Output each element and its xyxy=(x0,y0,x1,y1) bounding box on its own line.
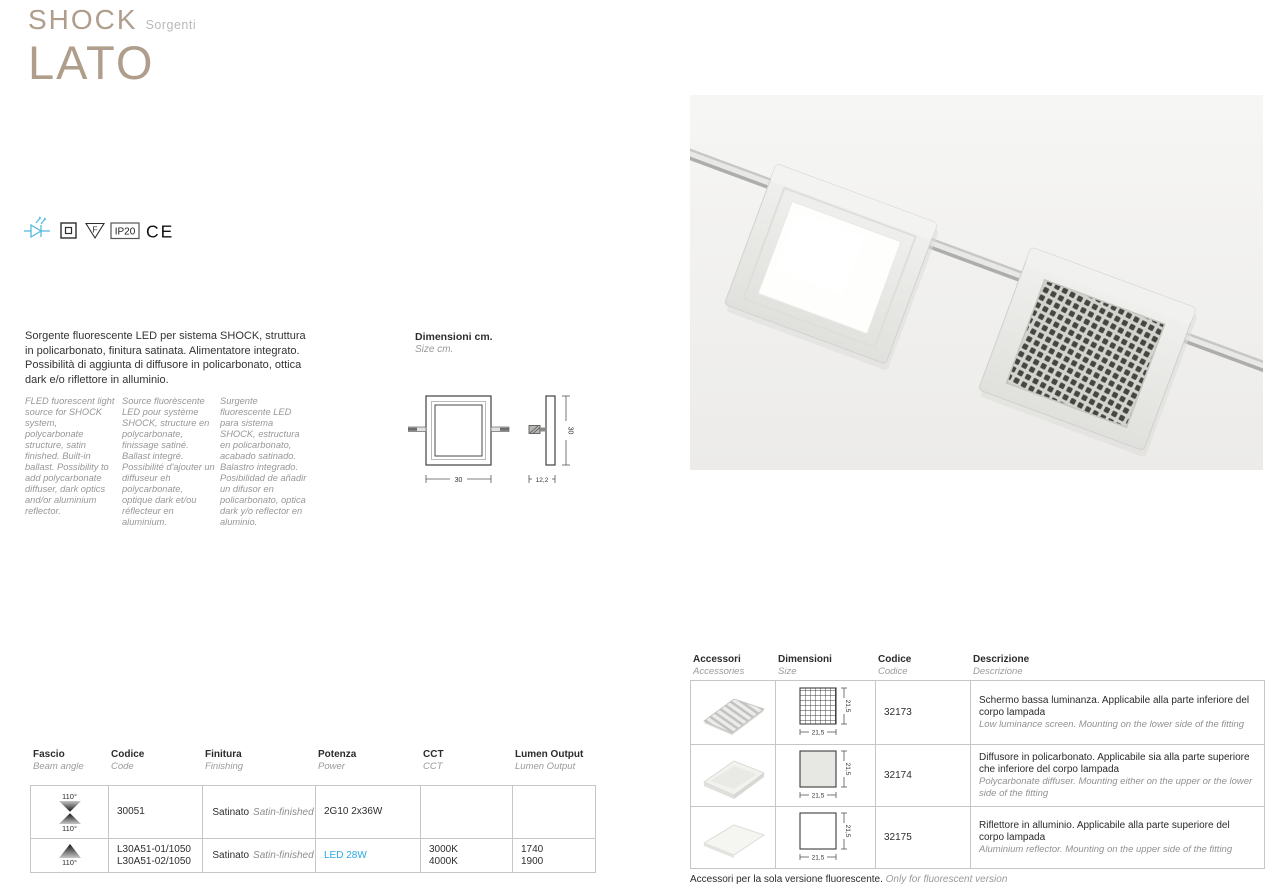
technical-drawing xyxy=(408,388,618,488)
power-cell: 2G10 2x36W xyxy=(316,786,421,839)
power-cell: LED 28W xyxy=(316,839,421,872)
beam-angle-col-header: Fascio Beam angle xyxy=(33,749,84,772)
svg-text:21,5: 21,5 xyxy=(843,699,851,712)
accessories-header xyxy=(690,654,1263,677)
finish-cell: Satinato Satin-finished xyxy=(203,839,316,872)
accessory-code: 32173 xyxy=(876,681,971,745)
svg-text:21,5: 21,5 xyxy=(843,824,851,837)
side-width-dim: 12,2 xyxy=(535,477,549,484)
power-col-header: Potenza Power xyxy=(318,749,357,772)
dimensions-label xyxy=(415,331,493,355)
size-col-header: Dimensioni Size xyxy=(778,654,832,677)
side-view-drawing xyxy=(529,396,574,484)
finish-cell: Satinato Satin-finished xyxy=(203,786,316,839)
description-english: FLED fuorescent light source for SHOCK system, polycarbonate structure, satin finished. Built-in ballast. Possibility to add polycarbonate diffuser, dark optics and/or aluminium reflector. xyxy=(25,396,115,516)
brand-category: Sorgenti xyxy=(145,18,197,32)
spec-table-header xyxy=(30,749,594,772)
certification-icons xyxy=(24,215,179,243)
reflector-dim-drawing xyxy=(780,810,872,866)
product-photo xyxy=(690,95,1263,470)
cct-col-header: CCT CCT xyxy=(423,749,444,772)
louvre-screen-image xyxy=(697,687,769,739)
svg-text:21,5: 21,5 xyxy=(843,762,851,775)
accessory-code: 32174 xyxy=(876,745,971,807)
accessories-col-header: Accessori Accessories xyxy=(693,654,745,677)
lumen-cell: 1740 1900 xyxy=(521,843,544,867)
louvre-dim-drawing xyxy=(780,685,872,741)
beam-hourglass-icon xyxy=(58,801,82,824)
svg-text:21,5: 21,5 xyxy=(811,854,824,861)
f-symbol-label: F xyxy=(92,224,98,235)
accessory-code: 32175 xyxy=(876,807,971,868)
diffuser-dim-drawing xyxy=(780,748,872,804)
led-icon xyxy=(24,216,50,237)
accessory-photo-diffuser xyxy=(691,745,776,807)
cct-cell: 3000K 4000K xyxy=(421,839,513,872)
reflector-sheet-image xyxy=(697,812,769,864)
accessories-note: Accessori per la sola versione fluorescente. Only for fluorescent version xyxy=(690,874,1008,885)
description-spanish: Surgente fluorescente LED para sistema SHOCK, estructura en policarbonato, acabado satinado. Balastro integrado. Posibilidad de añadir un difusor en policarbonato, optica dark y/o reflector en aluminio. xyxy=(220,396,307,527)
ce-mark-icon: CE xyxy=(146,221,175,242)
accessory-description: Schermo bassa luminanza. Applicabile alla parte inferiore del corpo lampada Low luminance screen. Mounting on the lower side of the fitting xyxy=(971,681,1264,745)
accessory-description: Riflettore in alluminio. Applicabile alla parte superiore del corpo lampada Aluminium reflector. Mounting on the upper side of the fitting xyxy=(979,819,1233,855)
cct-cell xyxy=(421,786,513,839)
svg-text:21,5: 21,5 xyxy=(811,729,824,736)
accessory-description: Diffusore in policarbonato. Applicabile sia alla parte superiore che inferiore del corpo lampada Polycarbonate diffuser. Mounting either on the upper or the lower side of the fitting xyxy=(971,745,1264,807)
finish-col-header: Finitura Finishing xyxy=(205,749,244,772)
description-col-header: Descrizione Descrizione xyxy=(973,654,1030,677)
accessories-note-en: Only for fluorescent version xyxy=(885,874,1008,885)
class2-insulation-icon xyxy=(61,223,76,238)
f-symbol-icon xyxy=(86,224,104,239)
accessory-dim-drawing xyxy=(776,745,876,807)
accessory-photo-louvre xyxy=(691,681,776,745)
code-col-header: Codice Codice xyxy=(878,654,912,677)
product-name: LATO xyxy=(28,36,155,89)
accessory-dim-drawing xyxy=(776,681,876,745)
beam-angle-cell: 110° 110° xyxy=(31,786,109,839)
dimensions-title: Dimensioni cm. xyxy=(415,331,493,343)
ip20-label: IP20 xyxy=(114,226,136,238)
front-view-drawing xyxy=(408,396,509,484)
dimensions-subtitle: Size cm. xyxy=(415,344,454,355)
page-title xyxy=(28,4,197,89)
ip20-icon xyxy=(111,223,139,239)
side-height-dim: 30 xyxy=(566,426,574,435)
code-cell: L30A51-01/1050 L30A51-02/1050 xyxy=(109,839,203,872)
accessory-dim-drawing xyxy=(776,807,876,868)
code-col-header: Codice Code xyxy=(111,749,145,772)
lumen-cell xyxy=(513,786,595,839)
beam-cone-icon xyxy=(58,844,82,858)
code-cell: 30051 xyxy=(109,786,203,839)
accessories-table xyxy=(690,680,1265,869)
description-italian: Sorgente fluorescente LED per sistema SHOCK, struttura in policarbonato, finitura satinata. Alimentatore integrato. Possibilità di aggiunta di diffusore in policarbonato, ottica dark e/o riflettore in alluminio. xyxy=(25,330,306,386)
accessory-photo-reflector xyxy=(691,807,776,868)
brand-name: SHOCK xyxy=(28,4,138,35)
lumen-col-header: Lumen Output Lumen Output xyxy=(515,749,584,772)
diffuser-tray-image xyxy=(697,750,769,802)
beam-angle-cell: 110° xyxy=(31,839,109,872)
svg-text:21,5: 21,5 xyxy=(811,792,824,799)
front-width-dim: 30 xyxy=(454,477,463,484)
spec-table xyxy=(30,785,596,873)
description-french: Source fluorèscente LED pour système SHOCK, structure en polycarbonate, finissage satiné. Ballast integré. Possibilité d'ajouter un diffuseur eh polycarbonate, optique dark et/ou réflecteur en aluminium. xyxy=(122,396,215,527)
